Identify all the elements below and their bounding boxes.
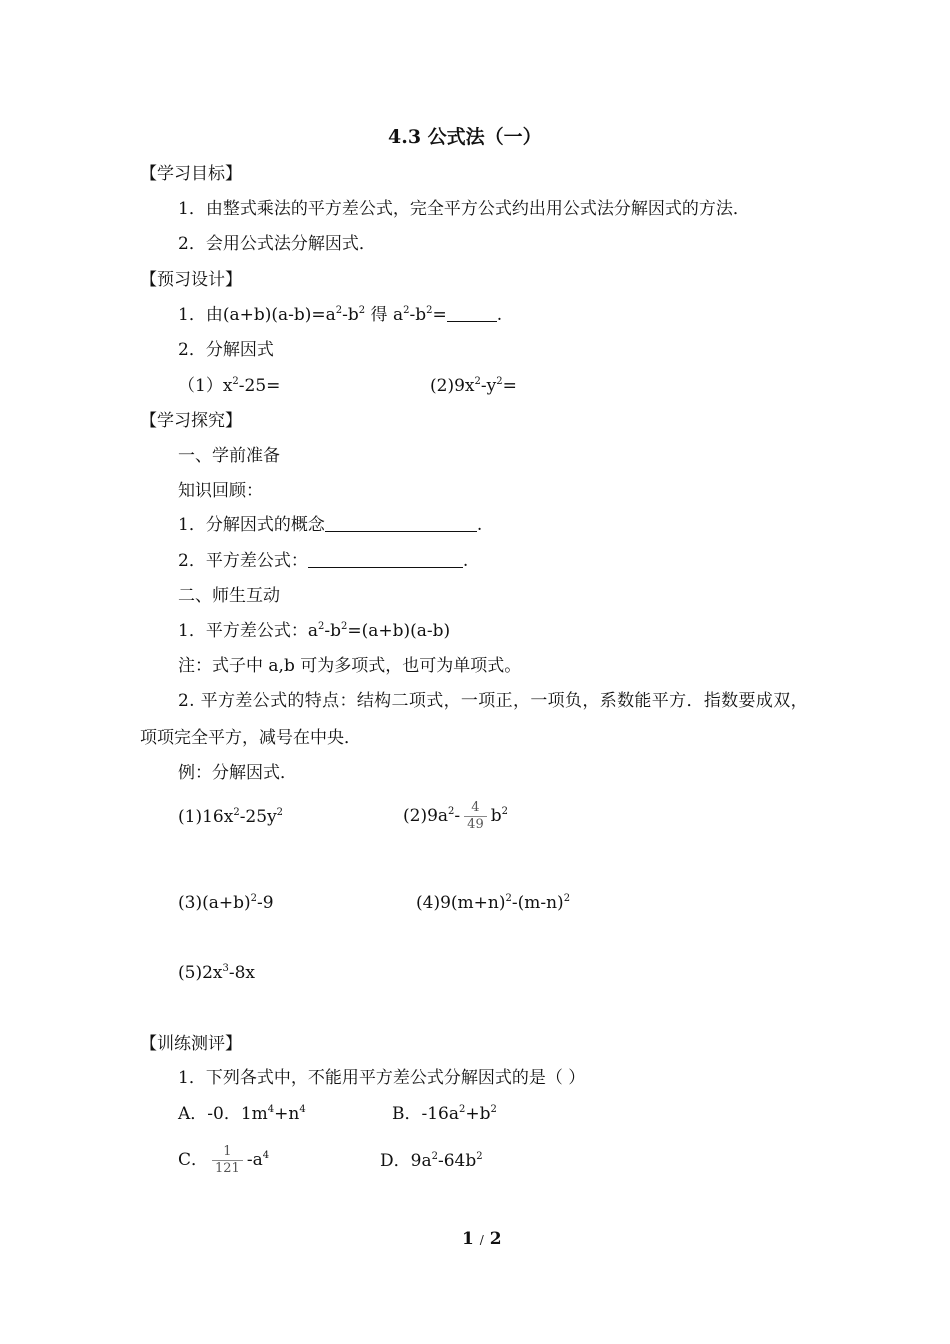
example-heading: 例：分解因式．: [178, 763, 297, 783]
answer-blank: [325, 515, 477, 532]
section-practice: 【训练测评】: [140, 1034, 242, 1054]
preview-item-2: 2．分解因式: [178, 340, 274, 360]
preview-sub-2: $(2)9x^2-y^2=$: [430, 376, 517, 396]
fraction: $\frac{4}{49}$: [464, 800, 487, 833]
example-5: $(5)2x^3-8x$: [178, 963, 256, 983]
preview-item-1: 1．由$(a+b)(a-b)=a^2-b^2$ 得 $a^2-b^2=$ .: [178, 305, 503, 325]
example-4: $(4)9(m+n)^2-(m-n)^2$: [416, 893, 571, 913]
review-item-1: 1．分解因式的概念 .: [178, 515, 483, 535]
feature-line-2: 项项完全平方，减号在中央．: [140, 728, 361, 748]
part-2-heading: 二、师生互动: [178, 586, 280, 606]
option-a: A．-0．$1m^4+n^4$: [178, 1104, 306, 1124]
feature-line-1: 2. 平方差公式的特点：结构二项式，一项正，一项负，系数能平方．指数要成双，: [178, 691, 808, 711]
example-1: $(1)16x^2-25y^2$: [178, 807, 284, 827]
section-objectives: 【学习目标】: [140, 164, 242, 184]
section-preview: 【预习设计】: [140, 270, 242, 290]
answer-blank: [447, 305, 497, 322]
page-title: 4.3 公式法（一）: [388, 126, 542, 148]
page-number: 1 / 2: [462, 1229, 502, 1249]
objective-1: 1．由整式乘法的平方差公式，完全平方公式约出用公式法分解因式的方法．: [178, 199, 750, 219]
option-c: C． $\frac{1}{121}$ $-a^4$: [178, 1144, 270, 1176]
question-1: 1．下列各式中，不能用平方差公式分解因式的是（ ）: [178, 1068, 586, 1088]
option-d: D．$9a^2-64b^2$: [380, 1151, 483, 1171]
part-1-heading: 一、学前准备: [178, 446, 280, 466]
preview-sub-1: $(1)x^2-25=$: [178, 376, 281, 396]
example-3: $(3)(a+b)^2-9$: [178, 893, 274, 913]
section-explore: 【学习探究】: [140, 411, 242, 431]
option-b: B．$-16a^2+b^2$: [392, 1104, 497, 1124]
fraction: $\frac{1}{121}$: [212, 1144, 243, 1177]
answer-blank: [308, 551, 463, 568]
note-line: 注：式子中 a,b 可为多项式，也可为单项式。: [178, 656, 522, 676]
review-item-2: 2．平方差公式： .: [178, 551, 469, 571]
review-heading: 知识回顾：: [178, 481, 263, 501]
objective-2: 2．会用公式法分解因式．: [178, 234, 376, 254]
example-2: $(2)9a^2-$ $\frac{4}{49}$ $b^2$: [403, 800, 508, 832]
formula-line: 1．平方差公式：$a^2-b^2=(a+b)(a-b)$: [178, 621, 451, 641]
